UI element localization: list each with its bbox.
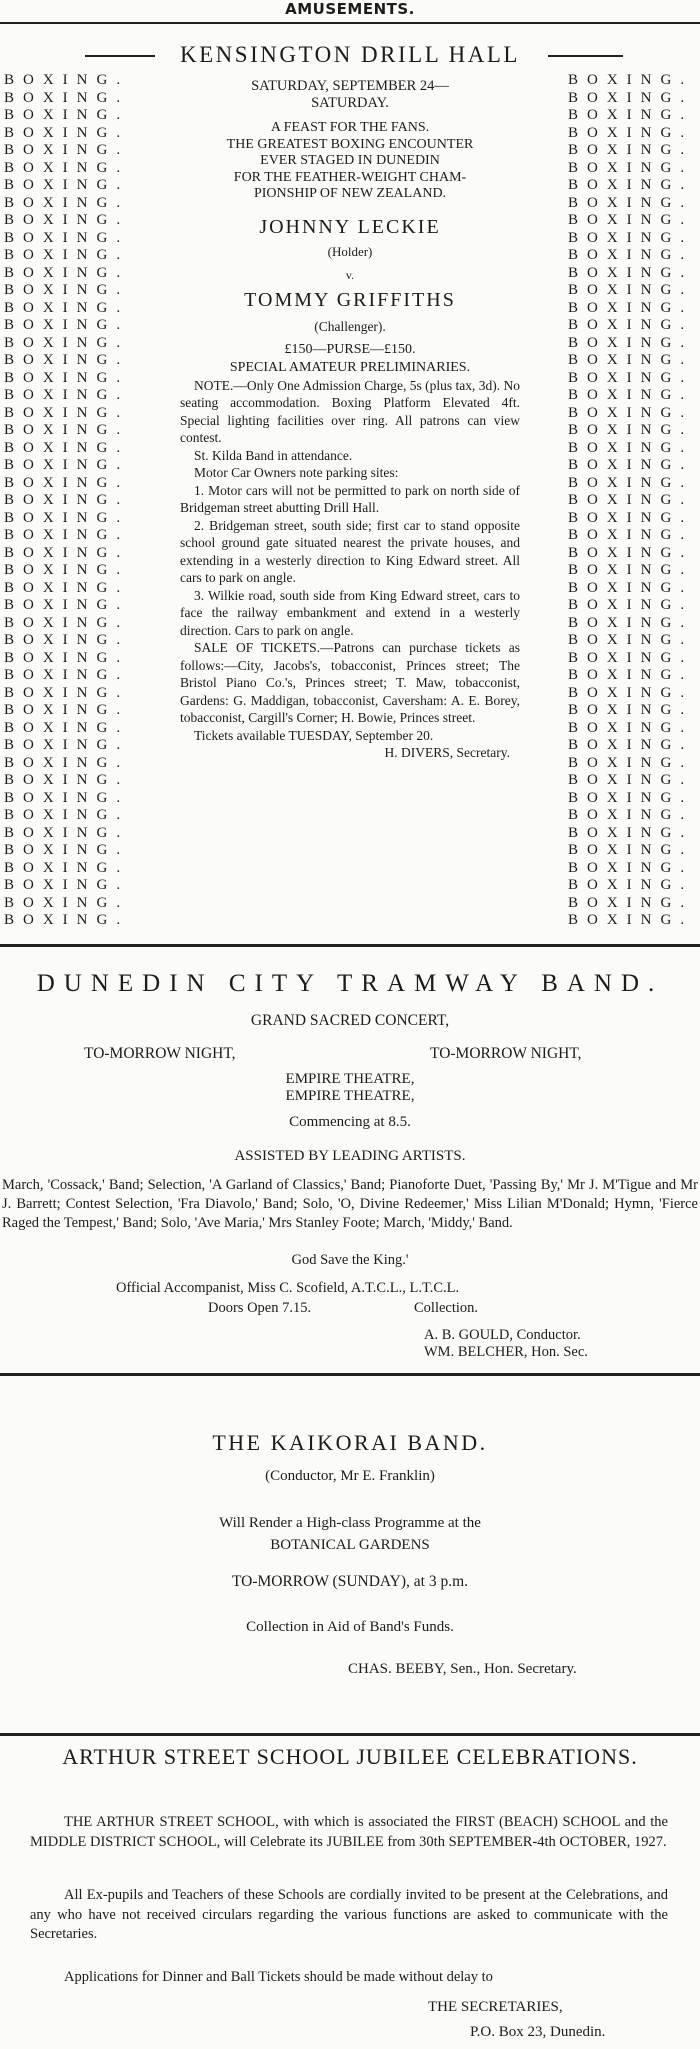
- boxing-word: BOXING.: [4, 72, 130, 88]
- kaikorai-collection: Collection in Aid of Band's Funds.: [246, 1619, 454, 1635]
- kaikorai-gardens: BOTANICAL GARDENS: [270, 1537, 430, 1553]
- boxing-word: BOXING.: [568, 194, 694, 211]
- boxing-word: BOXING.: [568, 684, 694, 701]
- header-rule: [0, 22, 700, 24]
- boxing-word: BOXING.: [4, 457, 130, 473]
- boxing-word: BOXING.: [568, 544, 694, 561]
- boxing-word: BOXING.: [568, 107, 694, 123]
- boxing-word: BOXING.: [4, 842, 130, 858]
- boxing-word: BOXING.: [568, 229, 694, 246]
- boxing-word: BOXING.: [4, 299, 130, 316]
- arthur-title: ARTHUR STREET SCHOOL JUBILEE CELEBRATIONS.: [62, 1744, 638, 1769]
- boxing-word: BOXING.: [4, 544, 130, 561]
- boxing-word: BOXING.: [4, 702, 130, 718]
- tramway-conductor: A. B. GOULD, Conductor.: [424, 1327, 581, 1343]
- boxing-word: BOXING.: [4, 684, 130, 701]
- arthur-para-1: THE ARTHUR STREET SCHOOL, with which is associated the FIRST (BEACH) SCHOOL and the MIDDLE DISTRICT SCHOOL, will Celebrate its JUBILEE from 30th SEPTEMBER-4th OCTOBER, 1927.: [30, 1814, 668, 1850]
- boxing-word: BOXING.: [4, 439, 130, 456]
- boxing-word: BOXING.: [4, 142, 130, 158]
- arthur-sign-2: P.O. Box 23, Dunedin.: [470, 2024, 606, 2040]
- boxing-word: BOXING.: [568, 247, 694, 263]
- feast-line-2: THE GREATEST BOXING ENCOUNTER: [226, 136, 474, 152]
- purse: £150—PURSE—£150.: [284, 341, 416, 357]
- fighter-2-role: (Challenger).: [314, 318, 386, 334]
- boxing-word: BOXING.: [568, 317, 694, 333]
- boxing-word: BOXING.: [568, 824, 694, 841]
- boxing-word: BOXING.: [4, 824, 130, 841]
- boxing-word: BOXING.: [4, 177, 130, 193]
- boxing-word: BOXING.: [4, 597, 130, 613]
- tramway-venue-2: EMPIRE THEATRE,: [285, 1088, 415, 1104]
- tickets-available: Tickets available TUESDAY, September 20.: [194, 727, 434, 743]
- feast-line-1: A FEAST FOR THE FANS.: [270, 120, 430, 135]
- boxing-word: BOXING.: [568, 282, 694, 298]
- boxing-word: BOXING.: [4, 649, 130, 666]
- boxing-word: BOXING.: [4, 334, 130, 351]
- boxing-word: BOXING.: [568, 562, 694, 578]
- boxing-word: BOXING.: [568, 719, 694, 736]
- boxing-word: BOXING.: [4, 912, 130, 928]
- boxing-word: BOXING.: [4, 737, 130, 753]
- boxing-word: BOXING.: [4, 527, 130, 543]
- boxing-word: BOXING.: [4, 194, 130, 211]
- boxing-word: BOXING.: [568, 527, 694, 543]
- tramway-venue-1: EMPIRE THEATRE,: [285, 1071, 415, 1087]
- boxing-word: BOXING.: [4, 229, 130, 246]
- boxing-word: BOXING.: [568, 614, 694, 631]
- tramway-doors: Doors Open 7.15.: [208, 1300, 312, 1316]
- boxing-word: BOXING.: [4, 509, 130, 526]
- boxing-word: BOXING.: [4, 387, 130, 403]
- boxing-word: BOXING.: [4, 754, 130, 771]
- parking-3: 3. Wilkie road, south side from King Edward street, cars to face the railway embankment and extend in a westerly direction. Cars to park on angle.: [180, 587, 520, 638]
- feast-line-4: FOR THE FEATHER-WEIGHT CHAM-: [233, 169, 467, 185]
- kensington-ad-body: [180, 78, 520, 762]
- boxing-word: BOXING.: [568, 877, 694, 893]
- band-line: St. Kilda Band in attendance.: [194, 447, 353, 463]
- prelims: SPECIAL AMATEUR PRELIMINARIES.: [229, 359, 471, 375]
- boxing-word: BOXING.: [568, 772, 694, 788]
- boxing-column-right: [568, 72, 693, 930]
- boxing-word: BOXING.: [4, 859, 130, 876]
- boxing-word: BOXING.: [568, 737, 694, 753]
- tickets-paragraph: SALE OF TICKETS.—Patrons can purchase tickets as follows:—City, Jacobs's, tobacconist, Princes street; The Bristol Piano Co.'s, Princes street; T. Maw, tobacconist, Gardens: G. Maddigan, tobacconist, Caversham: A. E. Borey, tobacconist, Cargill's Corner; H. Bowie, Princes street.: [180, 640, 520, 725]
- tramway-commencing: Commencing at 8.5.: [289, 1114, 411, 1130]
- boxing-word: BOXING.: [4, 772, 130, 788]
- arthur-para-3: Applications for Dinner and Ball Tickets should be made without delay to: [64, 1969, 493, 1985]
- boxing-word: BOXING.: [568, 142, 694, 158]
- kensington-title: KENSINGTON DRILL HALL: [180, 42, 520, 67]
- boxing-word: BOXING.: [568, 474, 694, 491]
- boxing-word: BOXING.: [4, 877, 130, 893]
- tramway-tomorrow-right: TO-MORROW NIGHT,: [430, 1045, 582, 1062]
- tramway-programme: March, 'Cossack,' Band; Selection, 'A Garland of Classics,' Band; Pianoforte Duet, 'Passing By,' Mr J. M'Tigue and Mr J. Barrett; Contest Selection, 'Fra Diavolo,' Band; Solo, 'O, Divine Redeemer,' Miss Lilian M'Donald; Hymn, 'Fierce Raged the Tempest,' Band; Solo, 'Ave Maria,' Mrs Stanley Foote; March, 'Middy,' Band.: [2, 1177, 698, 1231]
- boxing-word: BOXING.: [4, 107, 130, 123]
- parking-heading: Motor Car Owners note parking sites:: [194, 465, 399, 480]
- boxing-word: BOXING.: [568, 597, 694, 613]
- boxing-word: BOXING.: [4, 124, 130, 141]
- boxing-word: BOXING.: [568, 667, 694, 683]
- boxing-word: BOXING.: [568, 352, 694, 368]
- date-line-1: SATURDAY, SEPTEMBER 24—: [251, 78, 449, 94]
- rule-kensington-end: [0, 944, 700, 947]
- boxing-word: BOXING.: [4, 212, 130, 228]
- boxing-word: BOXING.: [568, 842, 694, 858]
- boxing-word: BOXING.: [568, 702, 694, 718]
- boxing-word: BOXING.: [568, 404, 694, 421]
- tramway-tomorrow-left: TO-MORROW NIGHT,: [84, 1045, 236, 1062]
- boxing-word: BOXING.: [568, 264, 694, 281]
- fighter-2-name: TOMMY GRIFFITHS: [244, 288, 456, 311]
- tramway-concert: GRAND SACRED CONCERT,: [250, 1012, 450, 1029]
- boxing-word: BOXING.: [4, 632, 130, 648]
- boxing-word: BOXING.: [4, 894, 130, 911]
- boxing-word: BOXING.: [568, 89, 694, 106]
- boxing-word: BOXING.: [568, 632, 694, 648]
- boxing-word: BOXING.: [4, 807, 130, 823]
- boxing-word: BOXING.: [568, 334, 694, 351]
- arthur-sign-1: THE SECRETARIES,: [428, 1999, 563, 2015]
- rule-kaikorai-end: [0, 1733, 700, 1736]
- kensington-secretary: H. DIVERS, Secretary.: [384, 745, 510, 760]
- boxing-word: BOXING.: [4, 264, 130, 281]
- boxing-word: BOXING.: [568, 299, 694, 316]
- tramway-hon-sec: WM. BELCHER, Hon. Sec.: [424, 1344, 588, 1360]
- boxing-word: BOXING.: [4, 247, 130, 263]
- kaikorai-secretary: CHAS. BEEBY, Sen., Hon. Secretary.: [348, 1661, 577, 1677]
- tramway-title: DUNEDIN CITY TRAMWAY BAND.: [36, 970, 664, 997]
- boxing-word: BOXING.: [568, 159, 694, 176]
- boxing-word: BOXING.: [4, 492, 130, 508]
- boxing-word: BOXING.: [568, 369, 694, 386]
- kensington-title-rule-right: [548, 55, 623, 57]
- tramway-collection: Collection.: [414, 1300, 479, 1316]
- boxing-word: BOXING.: [4, 719, 130, 736]
- parking-2: 2. Bridgeman street, south side; first car to stand opposite school ground gate situated nearest the private houses, and extending in a westerly direction to King Edward street. All cars to park on angle.: [180, 517, 520, 585]
- boxing-word: BOXING.: [568, 124, 694, 141]
- boxing-word: BOXING.: [4, 614, 130, 631]
- fighter-1-name: JOHNNY LECKIE: [259, 215, 441, 238]
- boxing-word: BOXING.: [4, 404, 130, 421]
- rule-tramway-end: [0, 1373, 700, 1376]
- fighter-1-role: (Holder): [327, 243, 373, 259]
- boxing-word: BOXING.: [4, 317, 130, 333]
- boxing-word: BOXING.: [4, 422, 130, 438]
- tramway-accompanist: Official Accompanist, Miss C. Scofield, A.T.C.L., L.T.C.L.: [116, 1280, 460, 1296]
- parking-1: 1. Motor cars will not be permitted to park on north side of Bridgeman street abutting Drill Hall.: [180, 482, 520, 515]
- boxing-word: BOXING.: [568, 457, 694, 473]
- tramway-anthem: God Save the King.': [291, 1252, 409, 1268]
- versus: v.: [345, 267, 355, 282]
- boxing-word: BOXING.: [568, 859, 694, 876]
- boxing-word: BOXING.: [4, 579, 130, 596]
- boxing-word: BOXING.: [568, 492, 694, 508]
- feast-line-3: EVER STAGED IN DUNEDIN: [260, 153, 440, 168]
- boxing-word: BOXING.: [568, 212, 694, 228]
- boxing-word: BOXING.: [4, 667, 130, 683]
- boxing-word: BOXING.: [4, 474, 130, 491]
- boxing-word: BOXING.: [4, 159, 130, 176]
- arthur-para-2: All Ex-pupils and Teachers of these Schools are cordially invited to be present at the Celebrations, and any who have not received circulars regarding the various functions are asked to communicate with the Secretaries.: [30, 1887, 668, 1942]
- kaikorai-render: Will Render a High-class Programme at the: [219, 1515, 481, 1531]
- kaikorai-conductor: (Conductor, Mr E. Franklin): [265, 1468, 435, 1484]
- boxing-word: BOXING.: [568, 789, 694, 806]
- kaikorai-when: TO-MORROW (SUNDAY), at 3 p.m.: [231, 1573, 469, 1590]
- boxing-word: BOXING.: [4, 89, 130, 106]
- boxing-word: BOXING.: [4, 282, 130, 298]
- boxing-word: BOXING.: [568, 72, 694, 88]
- kaikorai-title: THE KAIKORAI BAND.: [212, 1430, 488, 1455]
- boxing-word: BOXING.: [568, 579, 694, 596]
- boxing-word: BOXING.: [568, 422, 694, 438]
- boxing-word: BOXING.: [4, 352, 130, 368]
- boxing-word: BOXING.: [568, 807, 694, 823]
- boxing-word: BOXING.: [568, 509, 694, 526]
- boxing-word: BOXING.: [4, 369, 130, 386]
- boxing-word: BOXING.: [568, 177, 694, 193]
- boxing-word: BOXING.: [568, 754, 694, 771]
- date-line-2: SATURDAY.: [311, 95, 389, 111]
- feast-line-5: PIONSHIP OF NEW ZEALAND.: [253, 186, 447, 201]
- boxing-word: BOXING.: [568, 912, 694, 928]
- note-paragraph: NOTE.—Only One Admission Charge, 5s (plus tax, 3d). No seating accommodation. Boxing Platform Elevated 4ft. Special lighting facilities over ring. All patrons can view contest.: [180, 377, 520, 445]
- tramway-assisted: ASSISTED BY LEADING ARTISTS.: [234, 1148, 466, 1164]
- boxing-word: BOXING.: [568, 439, 694, 456]
- boxing-word: BOXING.: [568, 894, 694, 911]
- page-header: AMUSEMENTS.: [285, 0, 415, 18]
- boxing-word: BOXING.: [568, 649, 694, 666]
- boxing-word: BOXING.: [4, 789, 130, 806]
- boxing-column-left: [4, 72, 129, 930]
- boxing-word: BOXING.: [4, 562, 130, 578]
- boxing-word: BOXING.: [568, 387, 694, 403]
